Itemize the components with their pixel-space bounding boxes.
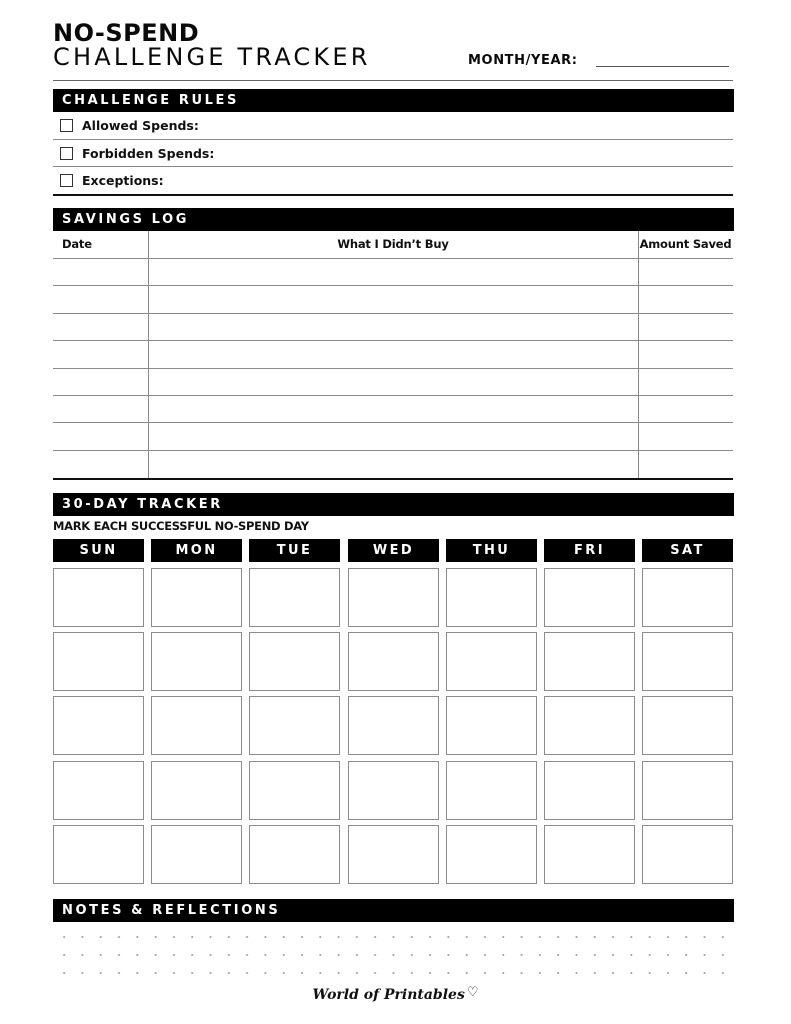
day-cell[interactable] [151,632,242,691]
day-cell[interactable] [348,761,439,820]
challenge-rules-heading: CHALLENGE RULES [53,89,734,112]
day-cell[interactable] [544,568,635,627]
dot-row [55,935,735,939]
dot-row [55,971,735,975]
rule-bottom-divider [53,194,733,196]
log-item-cell[interactable] [149,369,638,395]
day-cell[interactable] [642,825,733,884]
rule-row-exceptions [53,167,733,194]
day-cell[interactable] [53,825,144,884]
day-cell[interactable] [249,761,340,820]
rule-label: Forbidden Spends: [82,146,215,161]
column-header-item: What I Didn’t Buy [337,237,449,251]
rule-row-forbidden [53,140,733,167]
day-cell[interactable] [249,568,340,627]
log-item-cell[interactable] [149,286,638,312]
day-cell[interactable] [53,696,144,755]
day-cell[interactable] [151,696,242,755]
log-date-cell[interactable] [53,341,148,367]
dot-row [55,953,735,957]
log-date-cell[interactable] [53,451,148,477]
log-amount-cell[interactable] [639,396,733,422]
savings-log-bottom-divider [53,478,733,480]
day-header-mon: MON [151,539,242,562]
day-header-tue: TUE [249,539,340,562]
column-header-amount: Amount Saved [639,237,732,251]
day-cell[interactable] [446,632,537,691]
notes-heading: NOTES & REFLECTIONS [53,899,734,922]
day-header-wed: WED [348,539,439,562]
checkbox-icon[interactable] [60,174,73,187]
log-item-cell[interactable] [149,423,638,449]
log-item-cell[interactable] [149,259,638,285]
log-date-cell[interactable] [53,286,148,312]
log-date-cell[interactable] [53,396,148,422]
page-subtitle: CHALLENGE TRACKER [53,43,371,71]
log-item-cell[interactable] [149,451,638,477]
day-header-thu: THU [446,539,537,562]
day-cell[interactable] [642,568,733,627]
day-cell[interactable] [544,632,635,691]
log-date-cell[interactable] [53,259,148,285]
savings-log-heading: SAVINGS LOG [53,208,734,231]
day-header-sun: SUN [53,539,144,562]
day-cell[interactable] [151,761,242,820]
log-item-cell[interactable] [149,314,638,340]
checkbox-icon[interactable] [60,119,73,132]
day-cell[interactable] [642,632,733,691]
log-date-cell[interactable] [53,369,148,395]
day-header-sat: SAT [642,539,733,562]
header-divider [53,80,733,81]
day-cell[interactable] [249,632,340,691]
day-cell[interactable] [642,696,733,755]
log-amount-cell[interactable] [639,341,733,367]
day-header-fri: FRI [544,539,635,562]
day-cell[interactable] [53,568,144,627]
column-header-date: Date [62,237,92,251]
log-amount-cell[interactable] [639,369,733,395]
day-cell[interactable] [544,696,635,755]
tracker-subtitle: MARK EACH SUCCESSFUL NO-SPEND DAY [53,519,309,533]
log-item-cell[interactable] [149,341,638,367]
day-cell[interactable] [151,568,242,627]
rule-label: Allowed Spends: [82,118,199,133]
log-amount-cell[interactable] [639,259,733,285]
page-title: NO-SPEND [53,19,200,47]
day-cell[interactable] [348,568,439,627]
log-date-cell[interactable] [53,314,148,340]
heart-icon: ♡ [466,985,479,1000]
log-amount-cell[interactable] [639,286,733,312]
day-cell[interactable] [642,761,733,820]
rule-label: Exceptions: [82,173,164,188]
month-year-label: MONTH/YEAR: [468,53,578,68]
log-amount-cell[interactable] [639,314,733,340]
brand-logo-text: World of Printables [312,987,465,1003]
day-cell[interactable] [446,696,537,755]
log-amount-cell[interactable] [639,423,733,449]
day-cell[interactable] [348,696,439,755]
day-cell[interactable] [544,761,635,820]
day-cell[interactable] [348,825,439,884]
day-cell[interactable] [151,825,242,884]
day-cell[interactable] [446,825,537,884]
day-cell[interactable] [53,761,144,820]
month-year-field[interactable] [596,66,729,67]
day-cell[interactable] [348,632,439,691]
rule-row-allowed [53,112,733,139]
day-cell[interactable] [446,761,537,820]
log-item-cell[interactable] [149,396,638,422]
log-amount-cell[interactable] [639,451,733,477]
day-cell[interactable] [53,632,144,691]
day-cell[interactable] [249,825,340,884]
log-date-cell[interactable] [53,423,148,449]
footer-brand [0,985,791,1003]
checkbox-icon[interactable] [60,147,73,160]
tracker-heading: 30-DAY TRACKER [53,493,734,516]
day-cell[interactable] [544,825,635,884]
day-cell[interactable] [446,568,537,627]
day-cell[interactable] [249,696,340,755]
